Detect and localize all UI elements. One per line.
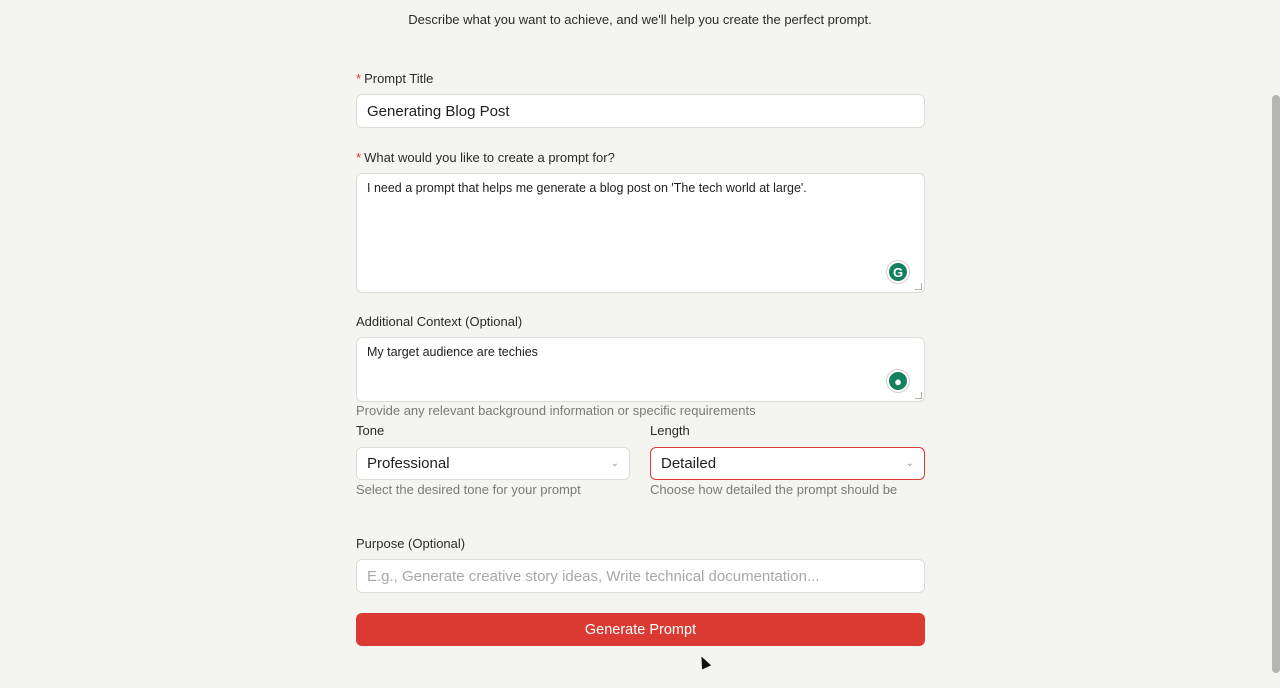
length-helper: Choose how detailed the prompt should be <box>650 482 898 497</box>
tone-selected-value: Professional <box>367 455 450 472</box>
grammarly-icon[interactable]: G <box>887 261 909 283</box>
purpose-label: Purpose (Optional) <box>356 536 466 551</box>
generate-prompt-button[interactable] <box>356 613 925 646</box>
grammarly-icon[interactable]: ● <box>887 370 909 392</box>
resize-handle[interactable] <box>915 392 922 399</box>
mouse-cursor-icon <box>697 654 711 669</box>
prompt-for-value: I need a prompt that helps me generate a blog post on 'The tech world at large'. <box>367 181 807 195</box>
chevron-down-icon: ⌄ <box>905 458 914 469</box>
resize-handle[interactable] <box>915 283 922 290</box>
prompt-for-textarea[interactable] <box>356 173 925 293</box>
prompt-title-input[interactable] <box>356 94 925 128</box>
additional-context-label: Additional Context (Optional) <box>356 314 523 329</box>
prompt-title-label-text: Prompt Title <box>364 71 434 86</box>
required-mark: * <box>356 150 362 165</box>
tone-helper: Select the desired tone for your prompt <box>356 482 581 497</box>
page-subtitle: Describe what you want to achieve, and we'll help you create the perfect prompt. <box>408 12 872 27</box>
prompt-for-label-text: What would you like to create a prompt for? <box>364 150 615 165</box>
additional-context-textarea[interactable] <box>356 337 925 402</box>
length-selected-value: Detailed <box>661 455 717 472</box>
prompt-title-value: Generating Blog Post <box>367 102 510 120</box>
generate-prompt-label: Generate Prompt <box>584 621 697 638</box>
required-mark: * <box>356 71 362 86</box>
tone-label: Tone <box>356 423 385 438</box>
scrollbar[interactable] <box>1272 95 1280 673</box>
length-label: Length <box>650 423 690 438</box>
purpose-input[interactable] <box>356 559 925 593</box>
purpose-placeholder: E.g., Generate creative story ideas, Write technical documentation... <box>367 567 820 585</box>
length-select[interactable] <box>650 447 925 480</box>
tone-select[interactable] <box>356 447 630 480</box>
prompt-for-label <box>356 150 615 165</box>
additional-context-helper: Provide any relevant background information or specific requirements <box>356 403 756 418</box>
chevron-down-icon: ⌄ <box>610 458 619 469</box>
prompt-title-label <box>356 71 433 86</box>
additional-context-value: My target audience are techies <box>367 345 538 359</box>
